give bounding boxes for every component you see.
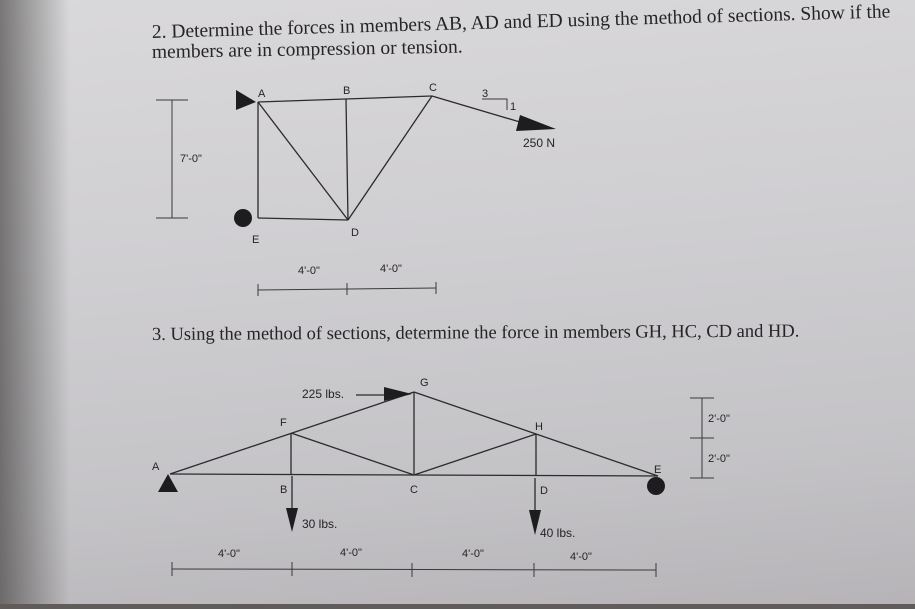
node-label-c3: C — [410, 484, 418, 496]
dim-span2-label2: 4'-0" — [380, 263, 402, 275]
page-edge-shadow — [0, 0, 70, 604]
problem2-statement-line1: 2. Determine the forces in members AB, AD and ED using the method of sections. Show if the — [151, 1, 891, 43]
node-label-e3: E — [654, 464, 662, 476]
load-label-225: 225 lbs. — [302, 387, 345, 401]
node-label-c2: C — [429, 82, 437, 94]
slope-triangle — [482, 99, 507, 110]
dim-span2-label1: 4'-0" — [298, 265, 320, 277]
dim-span3-label4: 4'-0" — [570, 551, 592, 563]
problem3-statement: 3. Using the method of sections, determine the force in members GH, HC, CD and HD. — [151, 321, 800, 345]
slope-run: 3 — [482, 88, 489, 100]
slope-rise: 1 — [510, 101, 517, 113]
pin-support-a3 — [158, 474, 178, 492]
load-arrow-225 — [384, 387, 412, 401]
load-arrow-30 — [286, 508, 298, 532]
dim-h2-label: 2'-0" — [708, 453, 730, 465]
dimension-height-3 — [690, 398, 730, 478]
node-label-b2: B — [343, 85, 351, 97]
node-label-h3: H — [535, 421, 543, 433]
member-bd — [346, 99, 348, 220]
node-label-a3: A — [152, 461, 160, 473]
dim-span3-label2: 4'-0" — [340, 547, 362, 559]
member-ad — [258, 102, 348, 220]
dim-span3-label3: 4'-0" — [462, 548, 484, 560]
dim-height-label: 7'-0" — [180, 153, 202, 165]
load-label-250: 250 N — [523, 136, 556, 150]
problem2-statement-line2: members are in compression or tension. — [151, 36, 463, 63]
truss-diagram-2 — [234, 82, 556, 246]
dim-span3-label1: 4'-0" — [218, 548, 240, 560]
node-label-e2: E — [252, 234, 260, 246]
dimension-span-2 — [258, 263, 436, 296]
dimension-span-3 — [172, 547, 656, 577]
member-fc — [291, 433, 414, 475]
member-hc — [414, 434, 536, 475]
load-arrow-250 — [516, 115, 556, 131]
dim-h1-label: 2'-0" — [708, 413, 730, 425]
node-label-f3: F — [280, 417, 287, 429]
node-label-d2: D — [351, 227, 359, 239]
node-label-b3: B — [280, 484, 288, 496]
load-label-40: 40 lbs. — [540, 526, 576, 540]
node-label-g3: G — [420, 377, 429, 389]
dimension-height-7ft — [156, 100, 202, 218]
member-cd — [348, 96, 432, 220]
node-label-a2: A — [258, 88, 266, 100]
roller-support-e — [234, 209, 252, 227]
load-label-30: 30 lbs. — [302, 517, 338, 531]
roller-support-e3 — [647, 477, 665, 495]
member-ed — [258, 218, 348, 220]
node-label-d3: D — [540, 485, 548, 497]
truss-diagram-3 — [152, 377, 665, 540]
pin-support-a — [236, 90, 256, 110]
